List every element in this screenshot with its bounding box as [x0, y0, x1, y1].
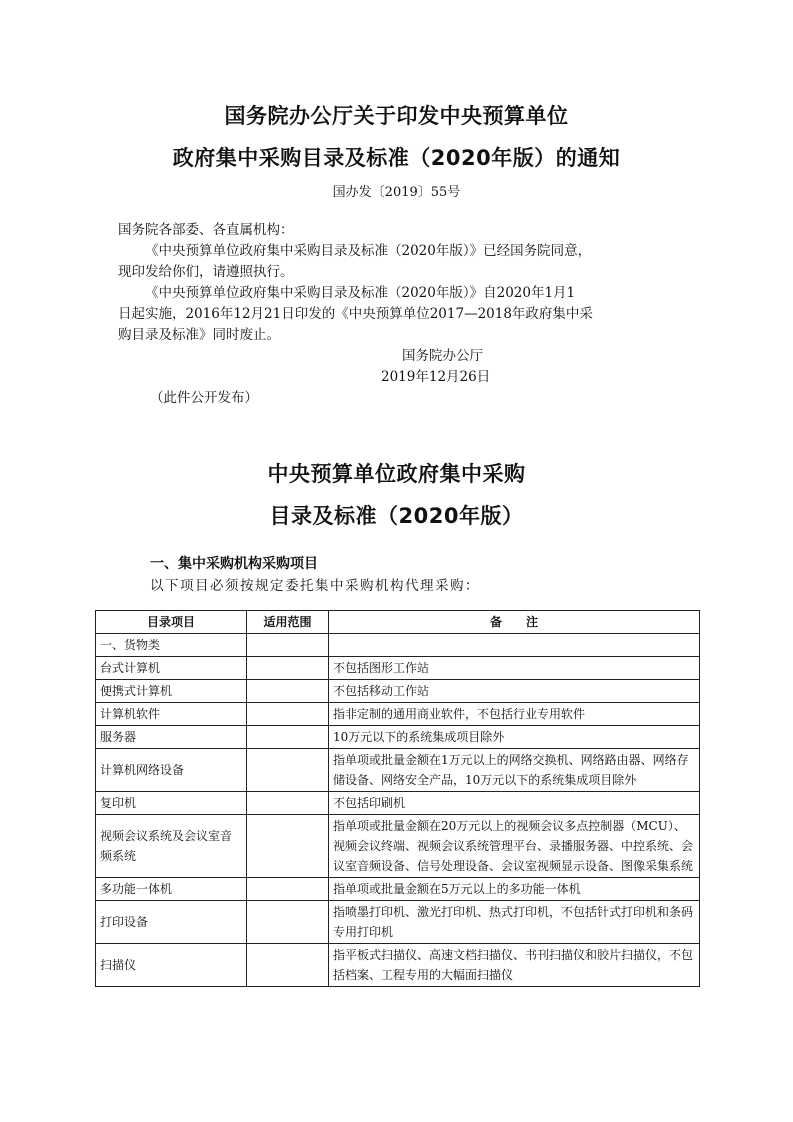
catalog-title-line2: 目录及标准（2020年版）	[269, 504, 524, 528]
table-row	[96, 792, 700, 815]
row-note	[329, 634, 700, 657]
row-item: 计算机软件	[96, 703, 247, 726]
row-item: 计算机网络设备	[96, 749, 247, 792]
table-row	[96, 726, 700, 749]
para2-line3: 购目录及标准》同时废止。	[118, 327, 280, 343]
row-note: 不包括印刷机	[329, 792, 700, 815]
row-note: 指平板式扫描仪、高速文档扫描仪、书刊扫描仪和胶片扫描仪，不包括档案、工程专用的大幅面扫描仪	[329, 944, 700, 987]
row-item: 台式计算机	[96, 657, 247, 680]
catalog-table	[95, 610, 700, 987]
table-row	[96, 703, 700, 726]
row-note: 10万元以下的系统集成项目除外	[329, 726, 700, 749]
row-item: 扫描仪	[96, 944, 247, 987]
table-row	[96, 680, 700, 703]
header-scope: 适用范围	[247, 611, 329, 634]
para2-line1: 《中央预算单位政府集中采购目录及标准（2020年版）》自2020年1月1	[145, 285, 576, 301]
table-row	[96, 634, 700, 657]
header-note: 备 注	[329, 611, 700, 634]
row-scope	[247, 815, 329, 878]
para2-line2: 日起实施，2016年12月21日印发的《中央预算单位2017—2018年政府集中采	[118, 306, 593, 322]
table-row	[96, 878, 700, 901]
row-scope	[247, 878, 329, 901]
section1-heading: 一、集中采购机构采购项目	[150, 556, 318, 572]
para1-line1: 《中央预算单位政府集中采购目录及标准（2020年版）》已经国务院同意，	[145, 243, 592, 259]
row-note: 不包括图形工作站	[329, 657, 700, 680]
row-note: 指喷墨打印机、激光打印机、热式打印机，不包括针式打印机和条码专用打印机	[329, 901, 700, 944]
table-row	[96, 815, 700, 878]
table-row	[96, 901, 700, 944]
row-item: 一、货物类	[96, 634, 247, 657]
row-scope	[247, 901, 329, 944]
row-note: 不包括移动工作站	[329, 680, 700, 703]
salutation: 国务院各部委、各直属机构：	[118, 222, 294, 238]
row-item: 服务器	[96, 726, 247, 749]
table-row	[96, 944, 700, 987]
signature: 国务院办公厅	[402, 348, 483, 364]
row-scope	[247, 657, 329, 680]
para1-line2: 现印发给你们，请遵照执行。	[118, 264, 294, 280]
table-row	[96, 657, 700, 680]
table-header-row	[96, 611, 700, 634]
row-item: 打印设备	[96, 901, 247, 944]
section1-intro: 以下项目必须按规定委托集中采购机构代理采购：	[150, 578, 480, 594]
table-row	[96, 749, 700, 792]
notice-title-line1: 国务院办公厅关于印发中央预算单位	[224, 104, 569, 128]
row-scope	[247, 792, 329, 815]
row-scope	[247, 703, 329, 726]
row-note: 指非定制的通用商业软件，不包括行业专用软件	[329, 703, 700, 726]
row-note: 指单项或批量金额在1万元以上的网络交换机、网络路由器、网络存储设备、网络安全产品，10万元以下的系统集成项目除外	[329, 749, 700, 792]
row-item: 多功能一体机	[96, 878, 247, 901]
notice-title-line2: 政府集中采购目录及标准（2020年版）的通知	[172, 146, 621, 170]
row-scope	[247, 634, 329, 657]
catalog-title-line1: 中央预算单位政府集中采购	[267, 462, 526, 486]
row-scope	[247, 680, 329, 703]
doc-number: 国办发〔2019〕55号	[332, 185, 461, 200]
row-note: 指单项或批量金额在5万元以上的多功能一体机	[329, 878, 700, 901]
row-note: 指单项或批量金额在20万元以上的视频会议多点控制器（MCU）、视频会议终端、视频会议系统管理平台、录播服务器、中控系统、会议室音频设备、信号处理设备、会议室视频显示设备、图像采集系统	[329, 815, 700, 878]
row-scope	[247, 749, 329, 792]
row-item: 便携式计算机	[96, 680, 247, 703]
notice-date: 2019年12月26日	[381, 369, 491, 385]
row-scope	[247, 944, 329, 987]
publish-note: （此件公开发布）	[150, 390, 258, 406]
row-item: 复印机	[96, 792, 247, 815]
row-item: 视频会议系统及会议室音频系统	[96, 815, 247, 878]
header-item: 目录项目	[96, 611, 247, 634]
row-scope	[247, 726, 329, 749]
